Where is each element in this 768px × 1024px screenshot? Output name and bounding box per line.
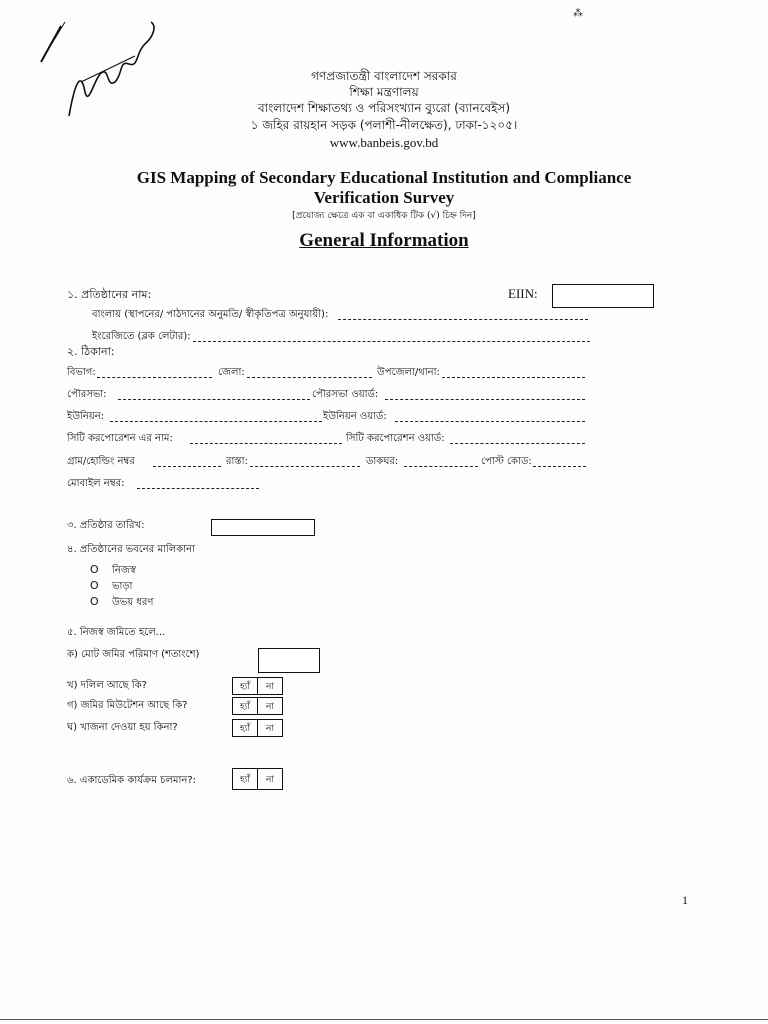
post-code-label: পোস্ট কোড: (481, 456, 532, 467)
q1-english-label: ইংরেজিতে (ব্লক লেটার): (92, 331, 191, 342)
page-number: 1 (682, 893, 688, 907)
tax-yes-no (232, 719, 283, 737)
mutation-yes[interactable]: হ্যাঁ (233, 698, 258, 715)
city-corp-name-label: সিটি করপোরেশন এর নাম: (67, 433, 173, 444)
upazila-line[interactable] (442, 377, 585, 378)
land-area-input[interactable] (258, 648, 320, 673)
q5b-label: খ) দলিল আছে কি? (67, 680, 147, 691)
q1-english-line[interactable] (193, 341, 590, 342)
radio-icon: O (90, 595, 99, 608)
q5-label: ৫. নিজস্ব জমিতে হলে... (67, 627, 166, 638)
division-label: বিভাগ: (67, 367, 96, 378)
post-office-label: ডাকঘর: (366, 456, 399, 467)
header-line4: ১ জহির রায়হান সড়ক (পলাশী-নীলক্ষেত), ঢাকা-১২০৫। (250, 118, 518, 132)
district-line[interactable] (247, 377, 372, 378)
q5d-label: ঘ) খাজনা দেওয়া হয় কিনা? (67, 722, 178, 733)
q6-label: ৬. একাডেমিক কার্যক্রম চলমান?: (67, 775, 197, 786)
eiin-input[interactable] (552, 284, 654, 308)
scan-edge-divider (0, 1019, 768, 1020)
header-website: www.banbeis.gov.bd (329, 135, 439, 150)
road-line[interactable] (250, 466, 360, 467)
academic-yes-no (232, 768, 283, 790)
road-label: রাস্তা: (226, 456, 248, 467)
establishment-date-input[interactable] (211, 519, 315, 536)
academic-no[interactable]: না (258, 769, 283, 790)
deed-yes-no (232, 677, 283, 695)
post-office-line[interactable] (404, 466, 478, 467)
academic-yes[interactable]: হ্যাঁ (233, 769, 258, 790)
survey-instruction: [প্রযোজ্য ক্ষেত্রে এক বা একাধিক টিক (√) চিহ্ন দিন] (292, 211, 476, 221)
pourashava-ward-line[interactable] (385, 399, 585, 400)
ownership-option-both[interactable]: O উভয় ধরণ (90, 595, 154, 608)
header-line2: শিক্ষা মন্ত্রণালয় (349, 85, 419, 99)
header-line1: গণপ্রজাতন্ত্রী বাংলাদেশ সরকার (311, 69, 457, 83)
mobile-line[interactable] (137, 488, 259, 489)
ownership-option-own[interactable]: O নিজস্ব (90, 563, 136, 576)
survey-title-line1: GIS Mapping of Secondary Educational Institution and Compliance (136, 168, 632, 187)
pourashava-label: পৌরসভা: (67, 389, 107, 400)
survey-title-line2: Verification Survey (313, 188, 455, 207)
ownership-option-rent[interactable]: O ভাড়া (90, 579, 133, 592)
tax-yes[interactable]: হ্যাঁ (233, 720, 258, 737)
city-corp-ward-label: সিটি করপোরেশন ওয়ার্ড: (346, 433, 445, 444)
division-line[interactable] (97, 377, 212, 378)
mobile-label: মোবাইল নম্বর: (67, 478, 125, 489)
deed-yes[interactable]: হ্যাঁ (233, 678, 258, 695)
city-corp-name-line[interactable] (190, 443, 342, 444)
tax-no[interactable]: না (258, 720, 283, 737)
corner-mark-icon: ⁂ (573, 8, 583, 19)
q5a-label: ক) মোট জমির পরিমাণ (শতাংশে) (67, 649, 200, 660)
pourashava-line[interactable] (118, 399, 310, 400)
district-label: জেলা: (218, 367, 245, 378)
header-line3: বাংলাদেশ শিক্ষাতথ্য ও পরিসংখ্যান ব্যুরো (ব্যানবেইস) (257, 101, 511, 115)
pourashava-ward-label: পৌরসভা ওয়ার্ড: (312, 389, 379, 400)
union-ward-label: ইউনিয়ন ওয়ার্ড: (323, 411, 387, 422)
village-label: গ্রাম/হোল্ডিং নম্বর (67, 456, 135, 467)
eiin-label: EIIN: (508, 286, 538, 301)
q1-label: ১. প্রতিষ্ঠানের নাম: (67, 288, 152, 301)
union-line[interactable] (110, 421, 322, 422)
q4-label: ৪. প্রতিষ্ঠানের ভবনের মালিকানা (67, 544, 195, 555)
mutation-yes-no (232, 697, 283, 715)
radio-icon: O (90, 563, 99, 576)
q1-bangla-label: বাংলায় (স্থাপনের/ পাঠদানের অনুমতি/ স্বীকৃতিপত্র অনুযায়ী): (92, 309, 329, 320)
union-label: ইউনিয়ন: (67, 411, 105, 422)
city-corp-ward-line[interactable] (450, 443, 585, 444)
q5c-label: গ) জমির মিউটেশন আছে কি? (67, 700, 188, 711)
q3-label: ৩. প্রতিষ্ঠার তারিখ: (67, 520, 145, 531)
mutation-no[interactable]: না (258, 698, 283, 715)
q1-bangla-line[interactable] (338, 319, 588, 320)
union-ward-line[interactable] (395, 421, 585, 422)
radio-icon: O (90, 579, 99, 592)
village-line[interactable] (153, 466, 221, 467)
deed-no[interactable]: না (258, 678, 283, 695)
post-code-line[interactable] (533, 466, 586, 467)
q2-label: ২. ঠিকানা: (67, 345, 115, 358)
upazila-label: উপজেলা/থানা: (377, 367, 440, 378)
section-heading: General Information (299, 230, 469, 251)
